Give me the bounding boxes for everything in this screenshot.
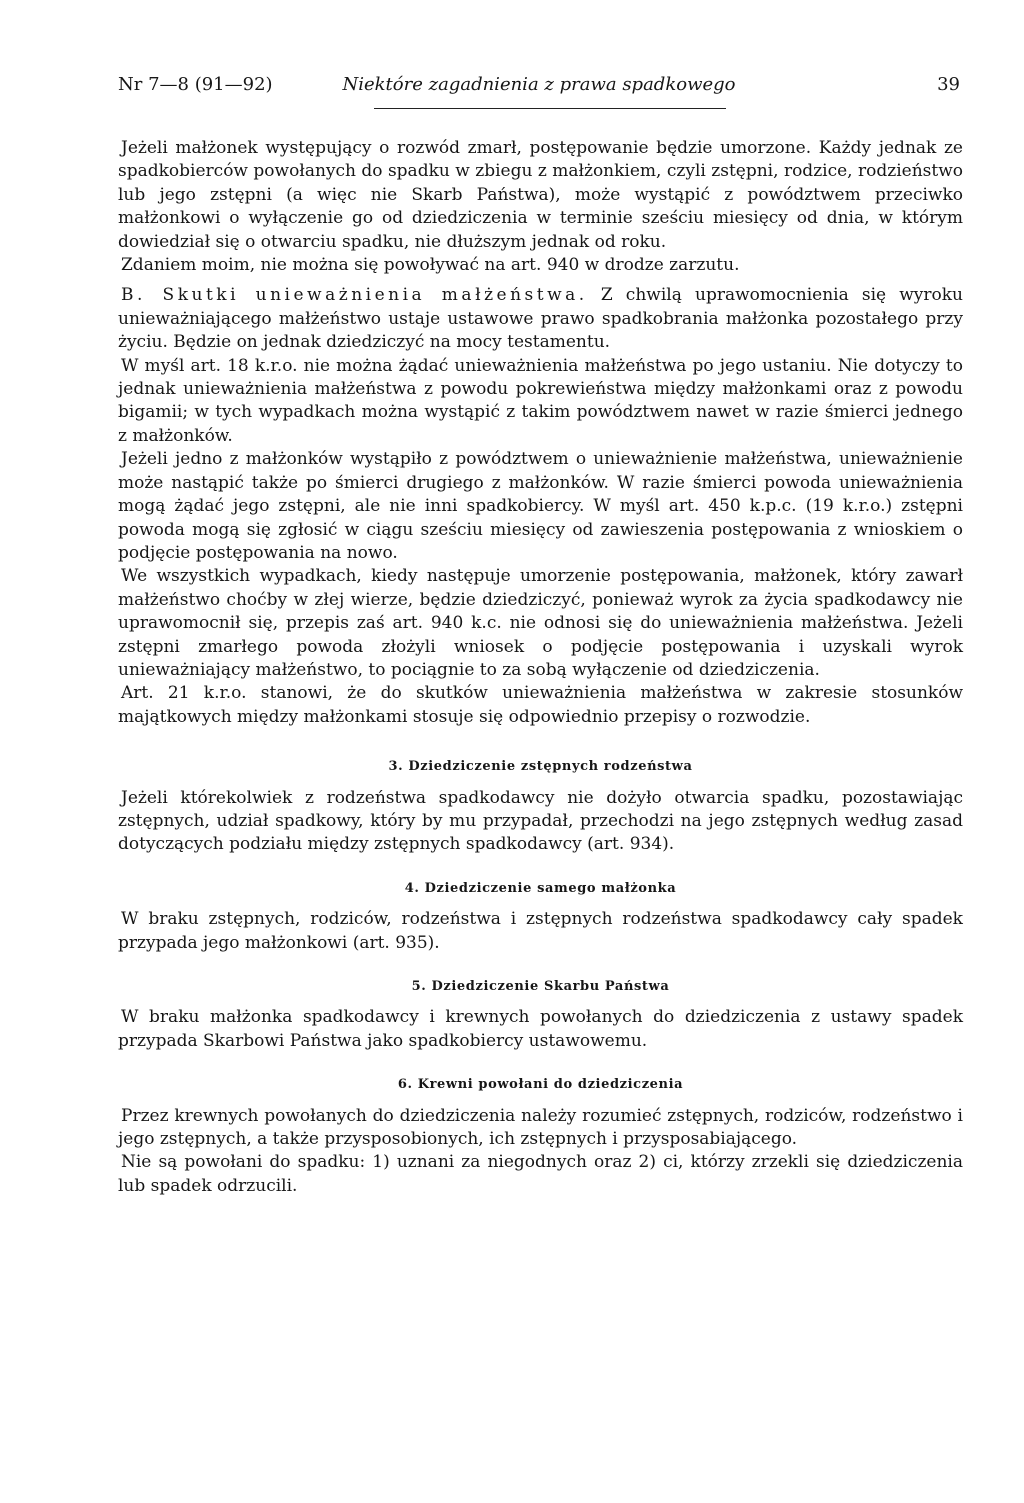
paragraph: W myśl art. 18 k.r.o. nie można żądać unieważnienia małżeństwa po jego ustaniu. Nie dotyczy to jednak unieważnienia małżeństwa z powodu pokrewieństwa między małżonkami oraz z powodu bigamii; w tych wypadkach można wystąpić z takim powództwem nawet w razie śmierci jednego z małżonków. [118,355,963,446]
issue-number: Nr 7—8 (91—92) [118,74,273,95]
section-b-text: Z chwilą uprawomocnienia się wyroku unieważniającego małżeństwo ustaje ustawowe prawo spadkobrania małżonka pozostałego przy życiu. Będzie on jednak dziedziczyć na mocy testamentu. [118,285,963,353]
paragraph: Jeżeli którekolwiek z rodzeństwa spadkodawcy nie dożyło otwarcia spadku, pozostawiając zstępnych, udział spadkowy, który by mu przypadał, przechodzi na jego zstępnych według zasad dotyczących podziału między zstępnych spadkodawcy (art. 934). [118,787,963,855]
section-heading: 4. Dziedziczenie samego małżonka [404,880,677,896]
running-title: Niektóre zagadnienia z prawa spadkowego [342,74,736,95]
paragraph: Jeżeli jedno z małżonków wystąpiło z powództwem o unieważnienie małżeństwa, unieważnienie może nastąpić także po śmierci drugiego z małżonków. W razie śmierci powoda unieważnienia mogą żądać jego zstępni, ale nie inni spadkobiercy. W myśl art. 450 k.p.c. (19 k.r.o.) zstępni powoda mogą się zgłosić w ciągu sześciu miesięcy od zawieszenia postępowania z wnioskiem o podjęcie postępowania na nowo. [118,449,963,563]
paragraph: Zdaniem moim, nie można się powoływać na art. 940 w drodze zarzutu. [121,255,740,276]
paragraph: W braku zstępnych, rodziców, rodzeństwa i zstępnych rodzeństwa spadkodawcy cały spadek przypada jego małżonkowi (art. 935). [118,909,963,953]
paragraph: Art. 21 k.r.o. stanowi, że do skutków unieważnienia małżeństwa w zakresie stosunków majątkowych między małżonkami stosuje się odpowiednio przepisy o rozwodzie. [118,683,963,727]
paragraph [118,284,963,354]
section-heading: 6. Krewni powołani do dziedziczenia [397,1077,684,1093]
paragraph: Jeżeli małżonek występujący o rozwód zmarł, postępowanie będzie umorzone. Każdy jednak ze spadkobierców powołanych do spadku w zbiegu z małżonkiem, czyli zstępni, rodzice, rodzieństwo lub jego zstępni (a więc nie Skarb Państwa), może wystąpić z powództwem przeciwko małżonkowi o wyłączenie go od dziedziczenia w terminie sześciu miesięcy od dnia, w którym dowiedział się o otwarciu spadku, nie dłuższym jednak od roku. [118,138,963,252]
section-b-heading: B. Skutki unieważnienia małżeństwa. [121,285,588,306]
paragraph: Przez krewnych powołanych do dziedziczenia należy rozumieć zstępnych, rodziców, rodzeństwo i jego zstępnych, a także przysposobionych, ich zstępnych i przysposabiającego. [118,1105,963,1150]
paragraph: Nie są powołani do spadku: 1) uznani za niegodnych oraz 2) ci, którzy zrzekli się dziedziczenia lub spadek odrzucili. [118,1152,963,1196]
running-header [118,74,960,98]
paragraph: We wszystkich wypadkach, kiedy następuje umorzenie postępowania, małżonek, który zawarł małżeństwo choćby w złej wierze, będzie dziedziczyć, ponieważ wyrok za życia spadkodawcy nie uprawomocnił się, przepis zaś art. 940 k.c. nie odnosi się do unieważnienia małżeństwa. Jeżeli zstępni zmarłego powoda złożyli wniosek o podjęcie postępowania i uzyskali wyrok unieważniający małżeństwo, to pociągnie to za sobą wyłączenie od dziedziczenia. [118,566,963,680]
section-heading: 3. Dziedziczenie zstępnych rodzeństwa [388,759,693,775]
section-heading: 5. Dziedziczenie Skarbu Państwa [411,979,670,994]
page-number: 39 [937,74,960,95]
body-text [118,137,963,1198]
paragraph: W braku małżonka spadkodawcy i krewnych powołanych do dziedziczenia z ustawy spadek przypada Skarbowi Państwa jako spadkobiercy ustawowemu. [118,1007,963,1051]
header-rule [374,108,726,109]
